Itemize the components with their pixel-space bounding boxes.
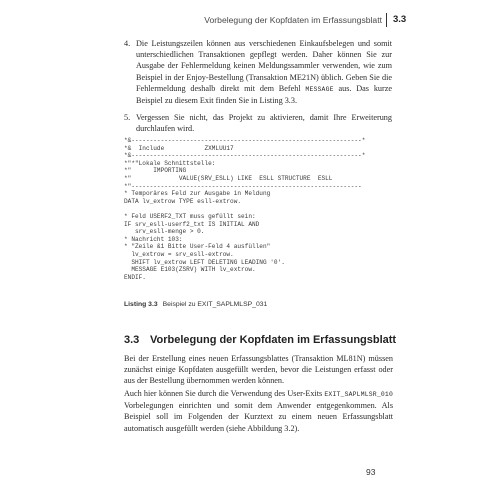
code-line: MESSAGE E103(ZSRV) WITH lv_extrow. — [124, 266, 256, 274]
running-header — [0, 14, 500, 28]
code-listing — [124, 137, 394, 281]
list-item-number: 5. — [124, 113, 131, 123]
code-line: * Nachricht 103: — [124, 235, 183, 243]
list-item — [124, 112, 392, 134]
caption-label: Listing 3.3 — [124, 301, 158, 308]
header-section-number: 3.3 — [393, 14, 407, 25]
paragraph: Bei der Erstellung eines neuen Erfassungsblattes (Transaktion ML81N) müssen zunächst einige Kopfdaten ausgefüllt werden, bevor die Leistungen erfasst oder aus der Bestellung übernommen werden können. — [124, 354, 393, 386]
header-separator — [386, 13, 387, 27]
inline-code: EXIT_SAPLMLSR_010 — [324, 391, 393, 398]
caption-text: Beispiel zu EXIT_SAPLMLSP_031 — [162, 301, 268, 308]
code-line: IF srv_esll-userf2_txt IS INITIAL AND — [124, 220, 260, 228]
code-line: *&---------------------------------------------------------------* — [124, 152, 366, 160]
code-line: srv_esll-menge > 0. — [124, 228, 205, 236]
code-line: *&---------------------------------------------------------------* — [124, 137, 366, 144]
code-line: *& Include ZXMLUU17 — [124, 144, 234, 152]
code-line: SHIFT lv_extrow LEFT DELETING LEADING '0'. — [124, 258, 285, 266]
code-line: *" IMPORTING — [124, 167, 187, 175]
list-item-text: Die Leistungszeilen können aus verschiedenen Einkaufsbelegen und somit unterschiedlichen Transaktionen gepflegt werden. Daher können Sie zur Ausgabe der Fehlermeldung keinen Meldungssammler verwenden, wie zum Beispiel in der Enjoy-Bestellung (Transaktion ME21N) üblich. Geben Sie die Fehlermeldung deshalb direkt mit dem Befehl — [136, 39, 392, 93]
code-line: DATA lv_extrow TYPE esll-extrow. — [124, 197, 242, 205]
list-item-number: 4. — [124, 39, 131, 48]
section-heading: Vorbelegung der Kopfdaten im Erfassungsblatt — [150, 334, 397, 346]
paragraph-text-end: Vorbelegungen einrichten und somit dem Anwender entgegenkommen. Als Beispiel soll im Folgenden der Kurztext zu einem neuen Erfassungsblatt automatisch ausgefüllt werden (siehe Abbildung 3.2). — [124, 401, 393, 433]
code-line: lv_extrow = srv_esll-extrow. — [124, 250, 234, 258]
code-line: * Feld USERF2_TXT muss gefüllt sein: — [124, 212, 256, 220]
code-line: * "Zeile &1 Bitte User-Feld 4 ausfüllen" — [124, 243, 271, 251]
code-line: ENDIF. — [124, 273, 146, 281]
paragraph-text: Auch hier können Sie durch die Verwendung des User-Exits — [124, 389, 325, 398]
paragraph — [124, 388, 393, 434]
list-item-text-end: aus. Das kurze Beispiel zu diesem Exit finden Sie in Listing 3.3. — [136, 83, 392, 106]
listing-caption — [124, 301, 267, 308]
step-list — [124, 38, 392, 141]
code-line: *"--------------------------------------------------------------- — [124, 182, 362, 190]
code-line: * Temporäres Feld zur Ausgabe in Meldung — [124, 190, 271, 198]
section-number: 3.3 — [124, 334, 140, 346]
header-title: Vorbelegung der Kopfdaten im Erfassungsblatt — [204, 15, 382, 25]
inline-code: MESSAGE — [305, 85, 334, 93]
list-item — [124, 38, 392, 106]
page-number: 93 — [366, 467, 376, 477]
code-line: *"*"Lokale Schnittstelle: — [124, 159, 216, 167]
list-item-text: Vergessen Sie nicht, das Projekt zu aktivieren, damit Ihre Erweiterung durchlaufen wird. — [136, 113, 392, 134]
code-line: *" VALUE(SRV_ESLL) LIKE ESLL STRUCTURE ESLL — [124, 174, 333, 182]
